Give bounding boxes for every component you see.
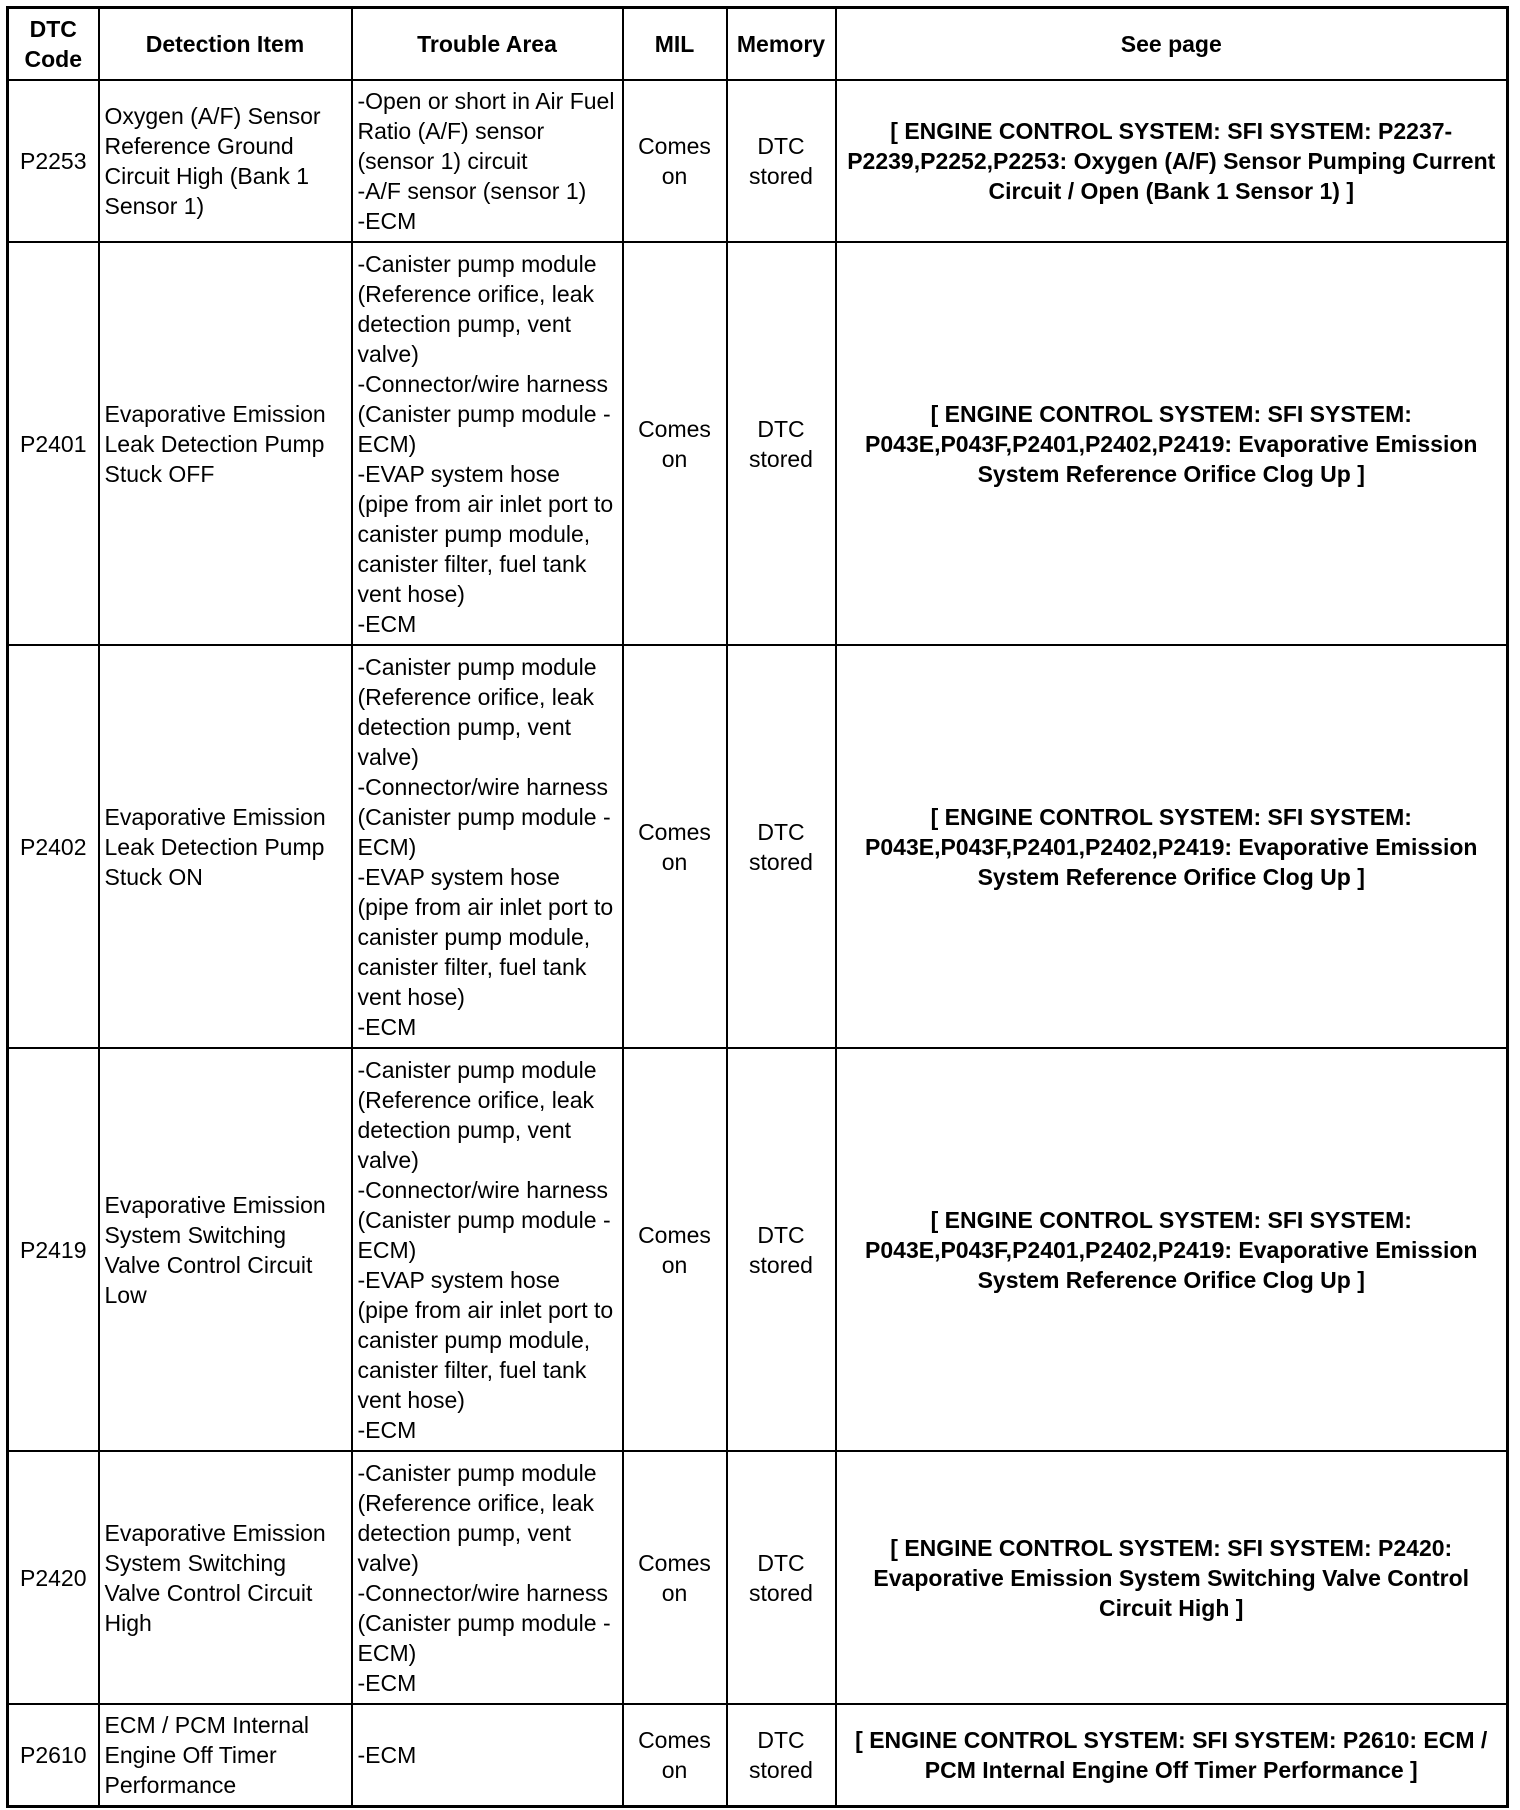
mil-status: Comes on (623, 1451, 727, 1704)
memory-status: DTC stored (727, 1451, 836, 1704)
header-row (8, 8, 1508, 81)
header-mil: MIL (623, 8, 727, 81)
detection-item: Oxygen (A/F) Sensor Reference Ground Circuit High (Bank 1 Sensor 1) (99, 80, 352, 242)
detection-item: Evaporative Emission Leak Detection Pump Stuck ON (99, 645, 352, 1048)
see-page-link[interactable]: [ ENGINE CONTROL SYSTEM: SFI SYSTEM: P2420: Evaporative Emission System Switching Valve Control Circuit High ] (836, 1451, 1508, 1704)
dtc-code: P2419 (8, 1048, 99, 1451)
trouble-area: -Open or short in Air Fuel Ratio (A/F) sensor (sensor 1) circuit -A/F sensor (sensor 1) -ECM (352, 80, 623, 242)
header-see-page: See page (836, 8, 1508, 81)
header-dtc-code: DTC Code (8, 8, 99, 81)
see-page-link[interactable]: [ ENGINE CONTROL SYSTEM: SFI SYSTEM: P043E,P043F,P2401,P2402,P2419: Evaporative Emission System Reference Orifice Clog Up ] (836, 645, 1508, 1048)
table-row (8, 1704, 1508, 1807)
dtc-code: P2253 (8, 80, 99, 242)
table-row (8, 1048, 1508, 1451)
header-detection-item: Detection Item (99, 8, 352, 81)
table-row (8, 242, 1508, 645)
table-row (8, 1451, 1508, 1704)
memory-status: DTC stored (727, 1704, 836, 1807)
mil-status: Comes on (623, 80, 727, 242)
table-row (8, 645, 1508, 1048)
mil-status: Comes on (623, 242, 727, 645)
detection-item: Evaporative Emission System Switching Valve Control Circuit Low (99, 1048, 352, 1451)
dtc-code: P2610 (8, 1704, 99, 1807)
mil-status: Comes on (623, 1704, 727, 1807)
detection-item: Evaporative Emission System Switching Valve Control Circuit High (99, 1451, 352, 1704)
memory-status: DTC stored (727, 1048, 836, 1451)
dtc-code: P2401 (8, 242, 99, 645)
detection-item: Evaporative Emission Leak Detection Pump Stuck OFF (99, 242, 352, 645)
memory-status: DTC stored (727, 645, 836, 1048)
detection-item: ECM / PCM Internal Engine Off Timer Performance (99, 1704, 352, 1807)
table-row (8, 80, 1508, 242)
mil-status: Comes on (623, 645, 727, 1048)
see-page-link[interactable]: [ ENGINE CONTROL SYSTEM: SFI SYSTEM: P2237-P2239,P2252,P2253: Oxygen (A/F) Sensor Pumping Current Circuit / Open (Bank 1 Sensor 1) ] (836, 80, 1508, 242)
header-memory: Memory (727, 8, 836, 81)
trouble-area: -Canister pump module (Reference orifice, leak detection pump, vent valve) -Connector/wire harness (Canister pump module - ECM) -ECM (352, 1451, 623, 1704)
trouble-area: -ECM (352, 1704, 623, 1807)
see-page-link[interactable]: [ ENGINE CONTROL SYSTEM: SFI SYSTEM: P043E,P043F,P2401,P2402,P2419: Evaporative Emission System Reference Orifice Clog Up ] (836, 1048, 1508, 1451)
memory-status: DTC stored (727, 80, 836, 242)
header-trouble-area: Trouble Area (352, 8, 623, 81)
dtc-code: P2420 (8, 1451, 99, 1704)
mil-status: Comes on (623, 1048, 727, 1451)
memory-status: DTC stored (727, 242, 836, 645)
trouble-area: -Canister pump module (Reference orifice, leak detection pump, vent valve) -Connector/wire harness (Canister pump module - ECM) -EVAP system hose (pipe from air inlet port to canister pump module, canister filter, fuel tank vent hose) -ECM (352, 1048, 623, 1451)
dtc-code: P2402 (8, 645, 99, 1048)
see-page-link[interactable]: [ ENGINE CONTROL SYSTEM: SFI SYSTEM: P043E,P043F,P2401,P2402,P2419: Evaporative Emission System Reference Orifice Clog Up ] (836, 242, 1508, 645)
dtc-table (6, 6, 1509, 1808)
see-page-link[interactable]: [ ENGINE CONTROL SYSTEM: SFI SYSTEM: P2610: ECM / PCM Internal Engine Off Timer Performance ] (836, 1704, 1508, 1807)
trouble-area: -Canister pump module (Reference orifice, leak detection pump, vent valve) -Connector/wire harness (Canister pump module - ECM) -EVAP system hose (pipe from air inlet port to canister pump module, canister filter, fuel tank vent hose) -ECM (352, 645, 623, 1048)
trouble-area: -Canister pump module (Reference orifice, leak detection pump, vent valve) -Connector/wire harness (Canister pump module - ECM) -EVAP system hose (pipe from air inlet port to canister pump module, canister filter, fuel tank vent hose) -ECM (352, 242, 623, 645)
